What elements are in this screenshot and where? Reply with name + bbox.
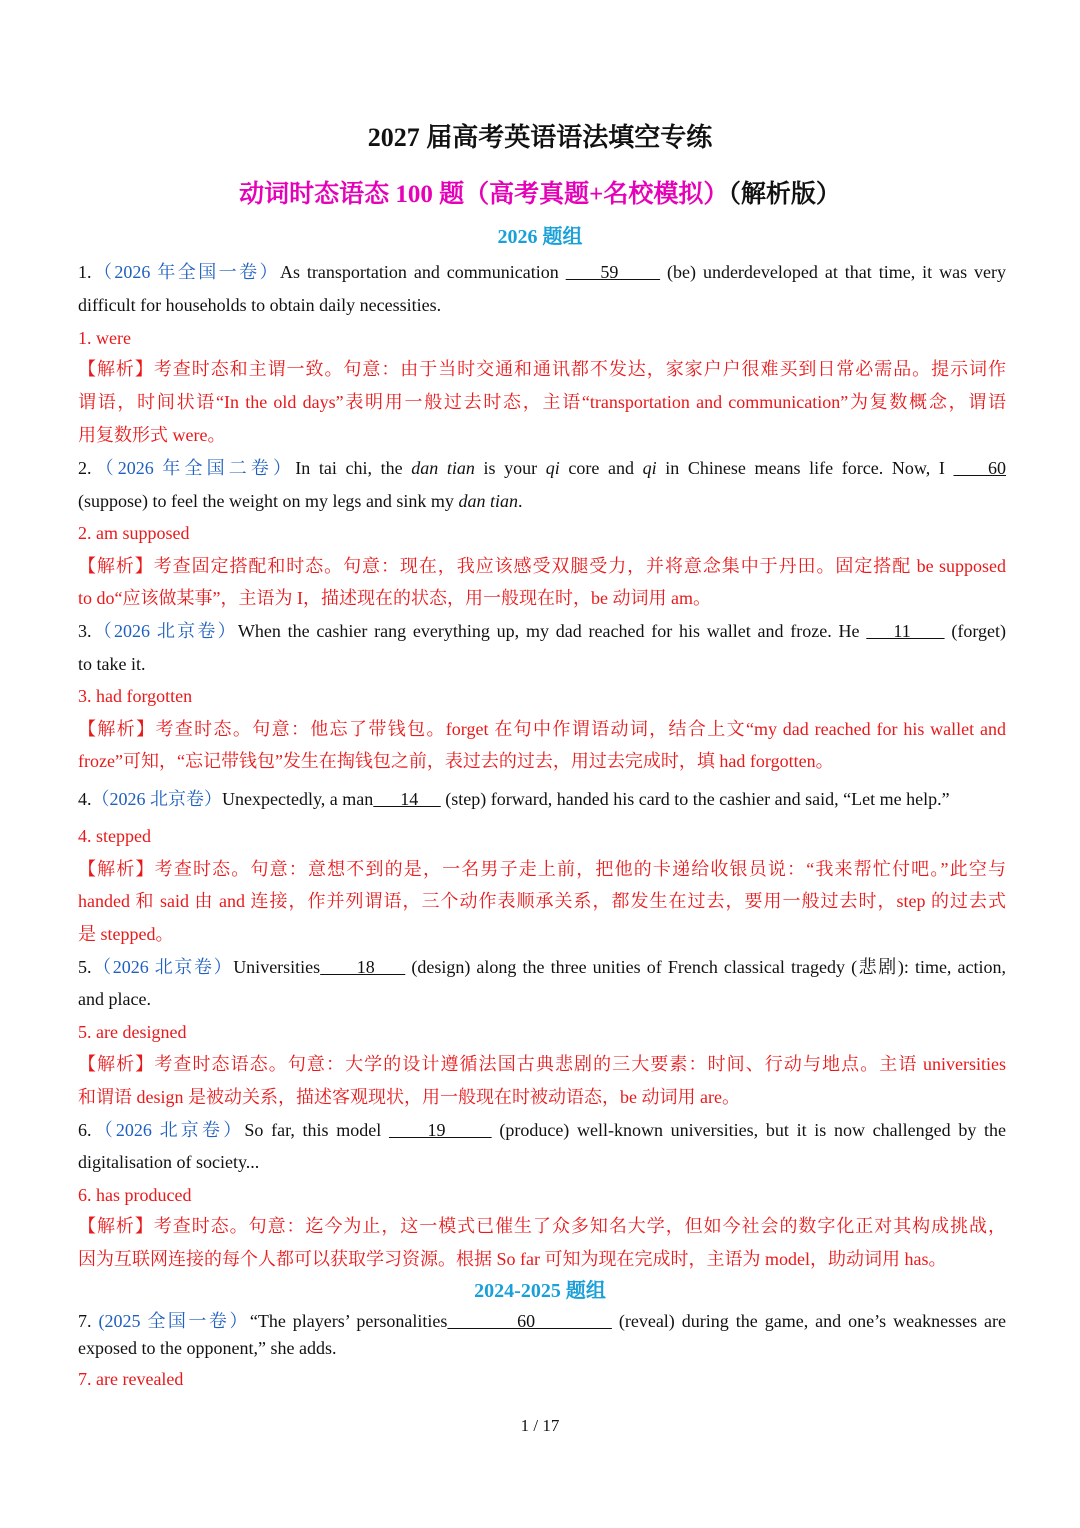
explanation-1-line-2: 谓语，时间状语“In the old days”表明用一般过去时态，主语“transportation and communication”为复数概念，谓语 — [78, 392, 1006, 412]
question-6: 6.（2026 北京卷）So far, this model 19 (produce) well-known universities, but it is now challenged by the — [78, 1120, 1007, 1140]
analysis-label: 【解析】 — [78, 359, 154, 379]
page-number: 1 / 17 — [520, 1416, 560, 1435]
answer-blank: 60 — [447, 1311, 612, 1331]
question-5: 5.（2026 北京卷）Universities 18 (design) along the three unities of French classical tragedy (悲剧): time, action, — [78, 957, 1007, 977]
question-source: (2025 全国一卷） — [98, 1311, 250, 1331]
question-1: 1.（2026 年全国一卷）As transportation and communication 59 (be) underdeveloped at that time, it was very — [78, 262, 1006, 282]
answer-2: 2. am supposed — [78, 523, 190, 543]
explanation-6: 【解析】考查时态。句意：迄今为止，这一模式已催生了众多知名大学，但如今社会的数字化正对其构成挑战， — [78, 1216, 1007, 1236]
question-3-line-2: to take it. — [78, 654, 146, 674]
answer-1: 1. were — [78, 328, 131, 348]
question-7: 7. (2025 全国一卷）“The players’ personalities 60 (reveal) during the game, and one’s weaknesses are — [78, 1311, 1007, 1331]
analysis-label: 【解析】 — [78, 719, 156, 739]
analysis-label: 【解析】 — [78, 859, 155, 879]
question-6-line-2: digitalisation of society... — [78, 1152, 260, 1172]
answer-5: 5. are designed — [78, 1022, 187, 1042]
analysis-label: 【解析】 — [78, 1054, 155, 1074]
answer-3: 3. had forgotten — [78, 686, 193, 706]
explanation-5: 【解析】考查时态语态。句意：大学的设计遵循法国古典悲剧的三大要素：时间、行动与地点。主语 universities — [78, 1054, 1006, 1074]
explanation-4: 【解析】考查时态。句意：意想不到的是，一名男子走上前，把他的卡递给收银员说：“我来帮忙付吧。”此空与 — [78, 859, 1006, 879]
answer-blank: 18 — [320, 957, 406, 977]
subtitle-suffix: （解析版） — [728, 181, 841, 208]
question-source: （2026 北京卷） — [91, 789, 222, 809]
explanation-2-line-2: to do“应该做某事”，主语为 I，描述现在的状态，用一般现在时，be 动词用 am。 — [78, 588, 711, 608]
answer-blank: 60 — [953, 458, 1007, 478]
question-source: （2026 北京卷） — [91, 957, 234, 977]
question-source: （2026 年全国一卷） — [91, 262, 280, 282]
explanation-4-line-3: 是 stepped。 — [78, 924, 174, 944]
document-title: 2027 届高考英语语法填空专练 — [367, 123, 713, 152]
analysis-label: 【解析】 — [78, 556, 154, 576]
answer-blank: 11 — [866, 621, 945, 641]
explanation-2: 【解析】考查固定搭配和时态。句意：现在，我应该感受双腿受力，并将意念集中于丹田。固定搭配 be supposed — [78, 556, 1007, 576]
analysis-label: 【解析】 — [78, 1216, 154, 1236]
question-2: 2.（2026 年全国二卷）In tai chi, the dan tian is your qi core and qi in Chinese means life force. Now, I 60 — [78, 458, 1007, 478]
group-heading-2026: 2026 题组 — [497, 226, 583, 248]
question-source: （2026 北京卷） — [91, 1120, 245, 1140]
explanation-6-line-2: 因为互联网连接的每个人都可以获取学习资源。根据 So far 可知为现在完成时，主语为 model，助动词用 has。 — [78, 1249, 947, 1269]
answer-6: 6. has produced — [78, 1185, 192, 1205]
answer-7: 7. are revealed — [78, 1369, 184, 1389]
explanation-4-line-2: handed 和 said 由 and 连接，作并列谓语，三个动作表顺承关系，都发生在过去，要用一般过去时，step 的过去式 — [78, 891, 1006, 911]
explanation-1-line-3: 用复数形式 were。 — [78, 425, 226, 445]
group-heading-2024-2025: 2024-2025 题组 — [474, 1280, 606, 1302]
question-source: （2026 北京卷） — [91, 621, 238, 641]
explanation-3-line-2: froze”可知，“忘记带钱包”发生在掏钱包之前，表过去的过去，用过去完成时，填 had forgotten。 — [78, 751, 834, 771]
question-1-line-2: difficult for households to obtain daily necessities. — [78, 295, 442, 315]
explanation-1: 【解析】考查时态和主谓一致。句意：由于当时交通和通讯都不发达，家家户户很难买到日常必需品。提示词作 — [78, 359, 1007, 379]
explanation-3: 【解析】考查时态。句意：他忘了带钱包。forget 在句中作谓语动词，结合上文“my dad reached for his wallet and — [78, 719, 1007, 739]
question-5-line-2: and place. — [78, 989, 151, 1009]
question-source: （2026 年全国二卷） — [91, 458, 296, 478]
answer-4: 4. stepped — [78, 826, 151, 846]
explanation-5-line-2: 和谓语 design 是被动关系，描述客观现状，用一般现在时被动语态，be 动词用 are。 — [78, 1087, 740, 1107]
answer-blank: 19 — [388, 1120, 492, 1140]
answer-blank: 59 — [565, 262, 661, 282]
subtitle-main: 动词时态语态 100 题（高考真题+名校模拟） — [239, 181, 729, 208]
question-7-line-2: exposed to the opponent,” she adds. — [78, 1338, 337, 1358]
answer-blank: 14 — [373, 789, 441, 809]
question-4: 4.（2026 北京卷）Unexpectedly, a man 14 (step) forward, handed his card to the cashier and said, “Let me help.” — [78, 789, 950, 809]
question-3: 3.（2026 北京卷）When the cashier rang everything up, my dad reached for his wallet and froze. He 11 (forget) — [78, 621, 1006, 641]
question-2-line-2: (suppose) to feel the weight on my legs and sink my dan tian. — [78, 491, 523, 511]
document-subtitle — [0, 177, 1080, 213]
